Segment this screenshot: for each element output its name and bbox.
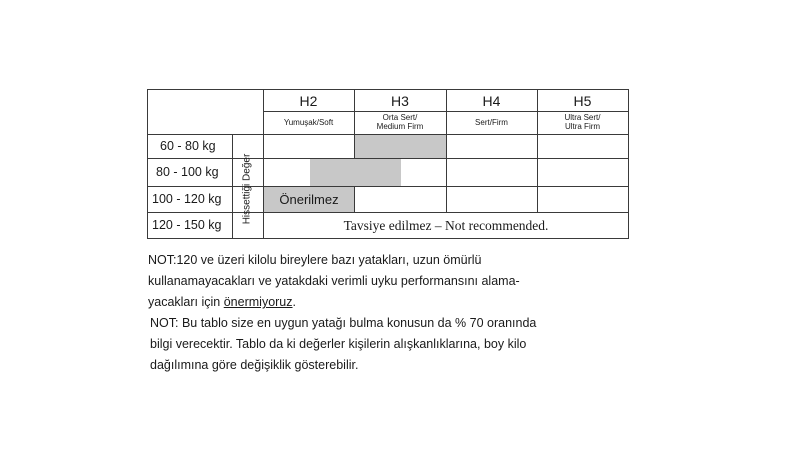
note-1-underlined-word: önermiyoruz	[223, 295, 293, 309]
note-1-line-2: kullanamayacakları ve yatakdaki verimli uyku performansını alama-	[148, 274, 520, 288]
note-2-line-1: NOT: Bu tablo size en uygun yatağı bulma konusun da % 70 oranında	[150, 316, 537, 330]
note-1-line-3-end: .	[292, 295, 296, 309]
column-header-h2: H2	[299, 93, 318, 109]
row-label-80-100: 80 - 100 kg	[156, 165, 219, 179]
table-line-row2	[147, 186, 628, 187]
column-desc-h3-line1: Orta Sert/	[382, 113, 418, 122]
column-desc-h4: Sert/Firm	[475, 118, 508, 127]
column-desc-h5-line2: Ultra Firm	[564, 122, 601, 131]
column-header-h5: H5	[573, 93, 592, 109]
column-desc-h3-line2: Medium Firm	[376, 122, 424, 131]
not-recommended-cell-label: Önerilmez	[279, 192, 339, 207]
column-header-h4: H4	[482, 93, 501, 109]
row-label-100-120: 100 - 120 kg	[152, 192, 222, 206]
table-border-top	[147, 89, 628, 90]
row-label-120-150: 120 - 150 kg	[152, 218, 222, 232]
recommended-shade-h3-60-80	[355, 135, 446, 158]
note-2-line-2: bilgi verecektir. Tablo da ki değerler kişilerin alışkanlıklarına, boy kilo	[150, 337, 527, 351]
note-1-line-3	[148, 292, 520, 313]
note-2	[150, 313, 536, 376]
table-border-bottom	[147, 238, 628, 239]
table-border-left	[147, 89, 148, 239]
column-header-h3: H3	[391, 93, 409, 109]
note-1-line-1: NOT:120 ve üzeri kilolu bireylere bazı yatakları, uzun ömürlü	[148, 253, 482, 267]
table-border-right	[628, 89, 629, 239]
note-2-line-3: dağılımına göre değişiklik gösterebilir.	[150, 358, 359, 372]
note-1-line-3-start: yacakları için	[148, 295, 224, 309]
recommended-shade-h3-80-100	[310, 159, 401, 186]
not-recommended-row-text: Tavsiye edilmez – Not recommended.	[343, 218, 549, 233]
side-label-hissettigi-deger: Hissettiği Değer	[241, 153, 252, 225]
column-desc-h5-line1: Ultra Sert/	[564, 113, 601, 122]
column-desc-h2: Yumuşak/Soft	[283, 118, 334, 127]
row-label-60-80: 60 - 80 kg	[160, 139, 216, 153]
note-1	[148, 250, 520, 313]
